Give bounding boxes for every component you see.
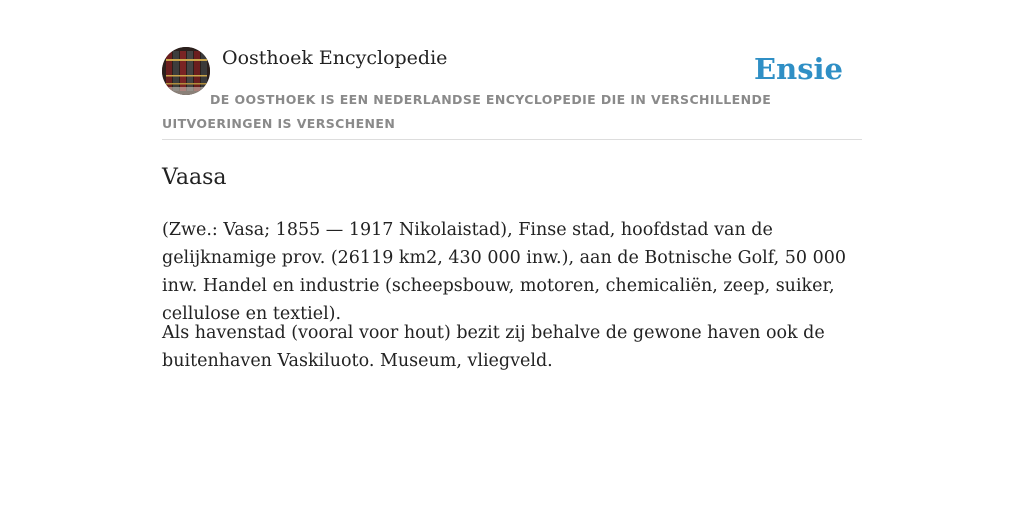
article-title: Vaasa xyxy=(162,165,227,190)
content-container xyxy=(162,0,862,371)
ensie-logo-link[interactable]: Ensie xyxy=(754,52,843,86)
article-paragraph-1: (Zwe.: Vasa; 1855 — 1917 Nikolaistad), Finse stad, hoofdstad van de gelijknamige prov. (26119 km2, 430 000 inw.), aan de Botnische Golf, 50 000 inw. Handel en industrie (scheepsbouw, motoren, chemicaliën, zeep, suiker, cellulose en textiel). xyxy=(162,220,846,324)
article-paragraph-2: Als havenstad (vooral voor hout) bezit zij behalve de gewone haven ook de buitenhaven Vaskiluoto. Museum, vliegveld. xyxy=(162,323,825,371)
site-tagline: DE OOSTHOEK IS EEN NEDERLANDSE ENCYCLOPEDIE DIE IN VERSCHILLENDE UITVOERINGEN IS VERSCHENEN xyxy=(162,92,772,131)
site-title[interactable]: Oosthoek Encyclopedie xyxy=(222,47,448,69)
site-header xyxy=(162,0,862,140)
